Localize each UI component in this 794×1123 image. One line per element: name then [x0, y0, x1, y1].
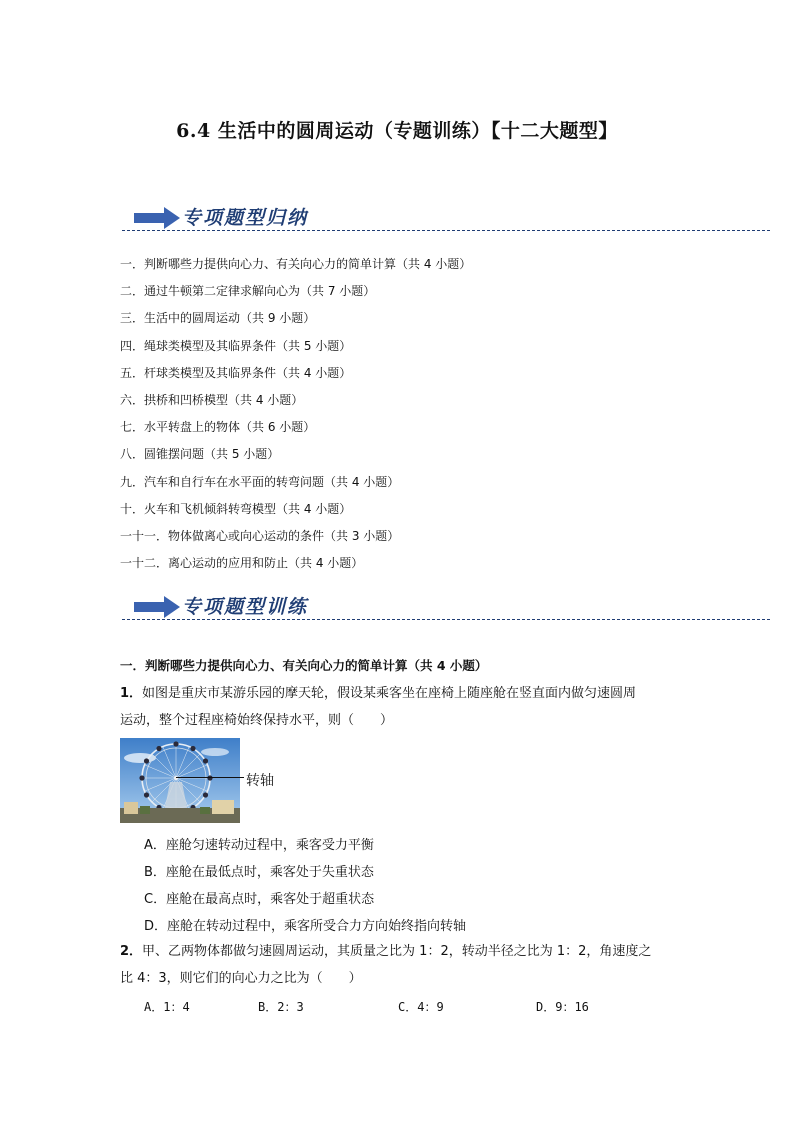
- option-b: B．座舱在最低点时，乘客处于失重状态: [144, 865, 374, 880]
- question-number: 2．: [120, 944, 143, 959]
- divider: [122, 230, 770, 231]
- list-item: 八．圆锥摆问题（共 5 小题）: [120, 447, 280, 462]
- option-a: A．1：4: [144, 1000, 190, 1014]
- question-number: 1．: [120, 686, 143, 701]
- list-item: 五．杆球类模型及其临界条件（共 4 小题）: [120, 365, 352, 380]
- divider: [122, 619, 770, 620]
- list-item: 二．通过牛顿第二定律求解向心为（共 7 小题）: [120, 284, 376, 299]
- arrow-right-icon: [134, 207, 180, 229]
- question-2: [120, 938, 680, 992]
- option-d: D．座舱在转动过程中，乘客所受合力方向始终指向转轴: [144, 919, 467, 934]
- question-text: 比 4：3，则它们的向心力之比为（ ）: [120, 971, 362, 986]
- list-item: 六．拱桥和凹桥模型（共 4 小题）: [120, 392, 304, 407]
- option-c: C．座舱在最高点时，乘客处于超重状态: [144, 892, 375, 907]
- banner-label: 专项题型归纳: [182, 207, 309, 229]
- arrow-right-icon: [134, 596, 180, 618]
- list-item: 七．水平转盘上的物体（共 6 小题）: [120, 420, 316, 435]
- page-title: 6.4 生活中的圆周运动（专题训练）【十二大题型】: [176, 120, 618, 142]
- question-text: 运动，整个过程座椅始终保持水平，则（ ）: [120, 713, 394, 728]
- pointer-line: [176, 777, 244, 778]
- section-heading: 一．判断哪些力提供向心力、有关向心力的简单计算（共 4 小题）: [120, 658, 488, 673]
- option-c: C．4：9: [398, 1000, 444, 1014]
- section-banner-summary: [134, 203, 774, 233]
- ferris-wheel-photo: [120, 738, 240, 823]
- list-item: 十．火车和飞机倾斜转弯模型（共 4 小题）: [120, 501, 352, 516]
- list-item: 四．绳球类模型及其临界条件（共 5 小题）: [120, 338, 352, 353]
- topic-list: [120, 251, 471, 577]
- section-banner-training: [134, 592, 774, 622]
- list-item: 三．生活中的圆周运动（共 9 小题）: [120, 311, 316, 326]
- list-item: 一十二．离心运动的应用和防止（共 4 小题）: [120, 556, 364, 571]
- list-item: 一十一．物体做离心或向心运动的条件（共 3 小题）: [120, 528, 400, 543]
- list-item: 一．判断哪些力提供向心力、有关向心力的简单计算（共 4 小题）: [120, 257, 472, 271]
- option-d: D．9：16: [536, 1000, 589, 1014]
- question-text: 甲、乙两物体都做匀速圆周运动，其质量之比为 1：2，转动半径之比为 1：2，角速度之: [142, 944, 652, 959]
- option-b: B．2：3: [258, 1000, 304, 1014]
- question-1: [120, 680, 680, 734]
- list-item: 九．汽车和自行车在水平面的转弯问题（共 4 小题）: [120, 474, 400, 489]
- question-text: 如图是重庆市某游乐园的摩天轮，假设某乘客坐在座椅上随座舱在竖直面内做匀速圆周: [142, 686, 637, 701]
- figure-label: 转轴: [246, 773, 274, 789]
- option-a: A．座舱匀速转动过程中，乘客受力平衡: [144, 838, 374, 853]
- banner-label: 专项题型训练: [182, 596, 309, 618]
